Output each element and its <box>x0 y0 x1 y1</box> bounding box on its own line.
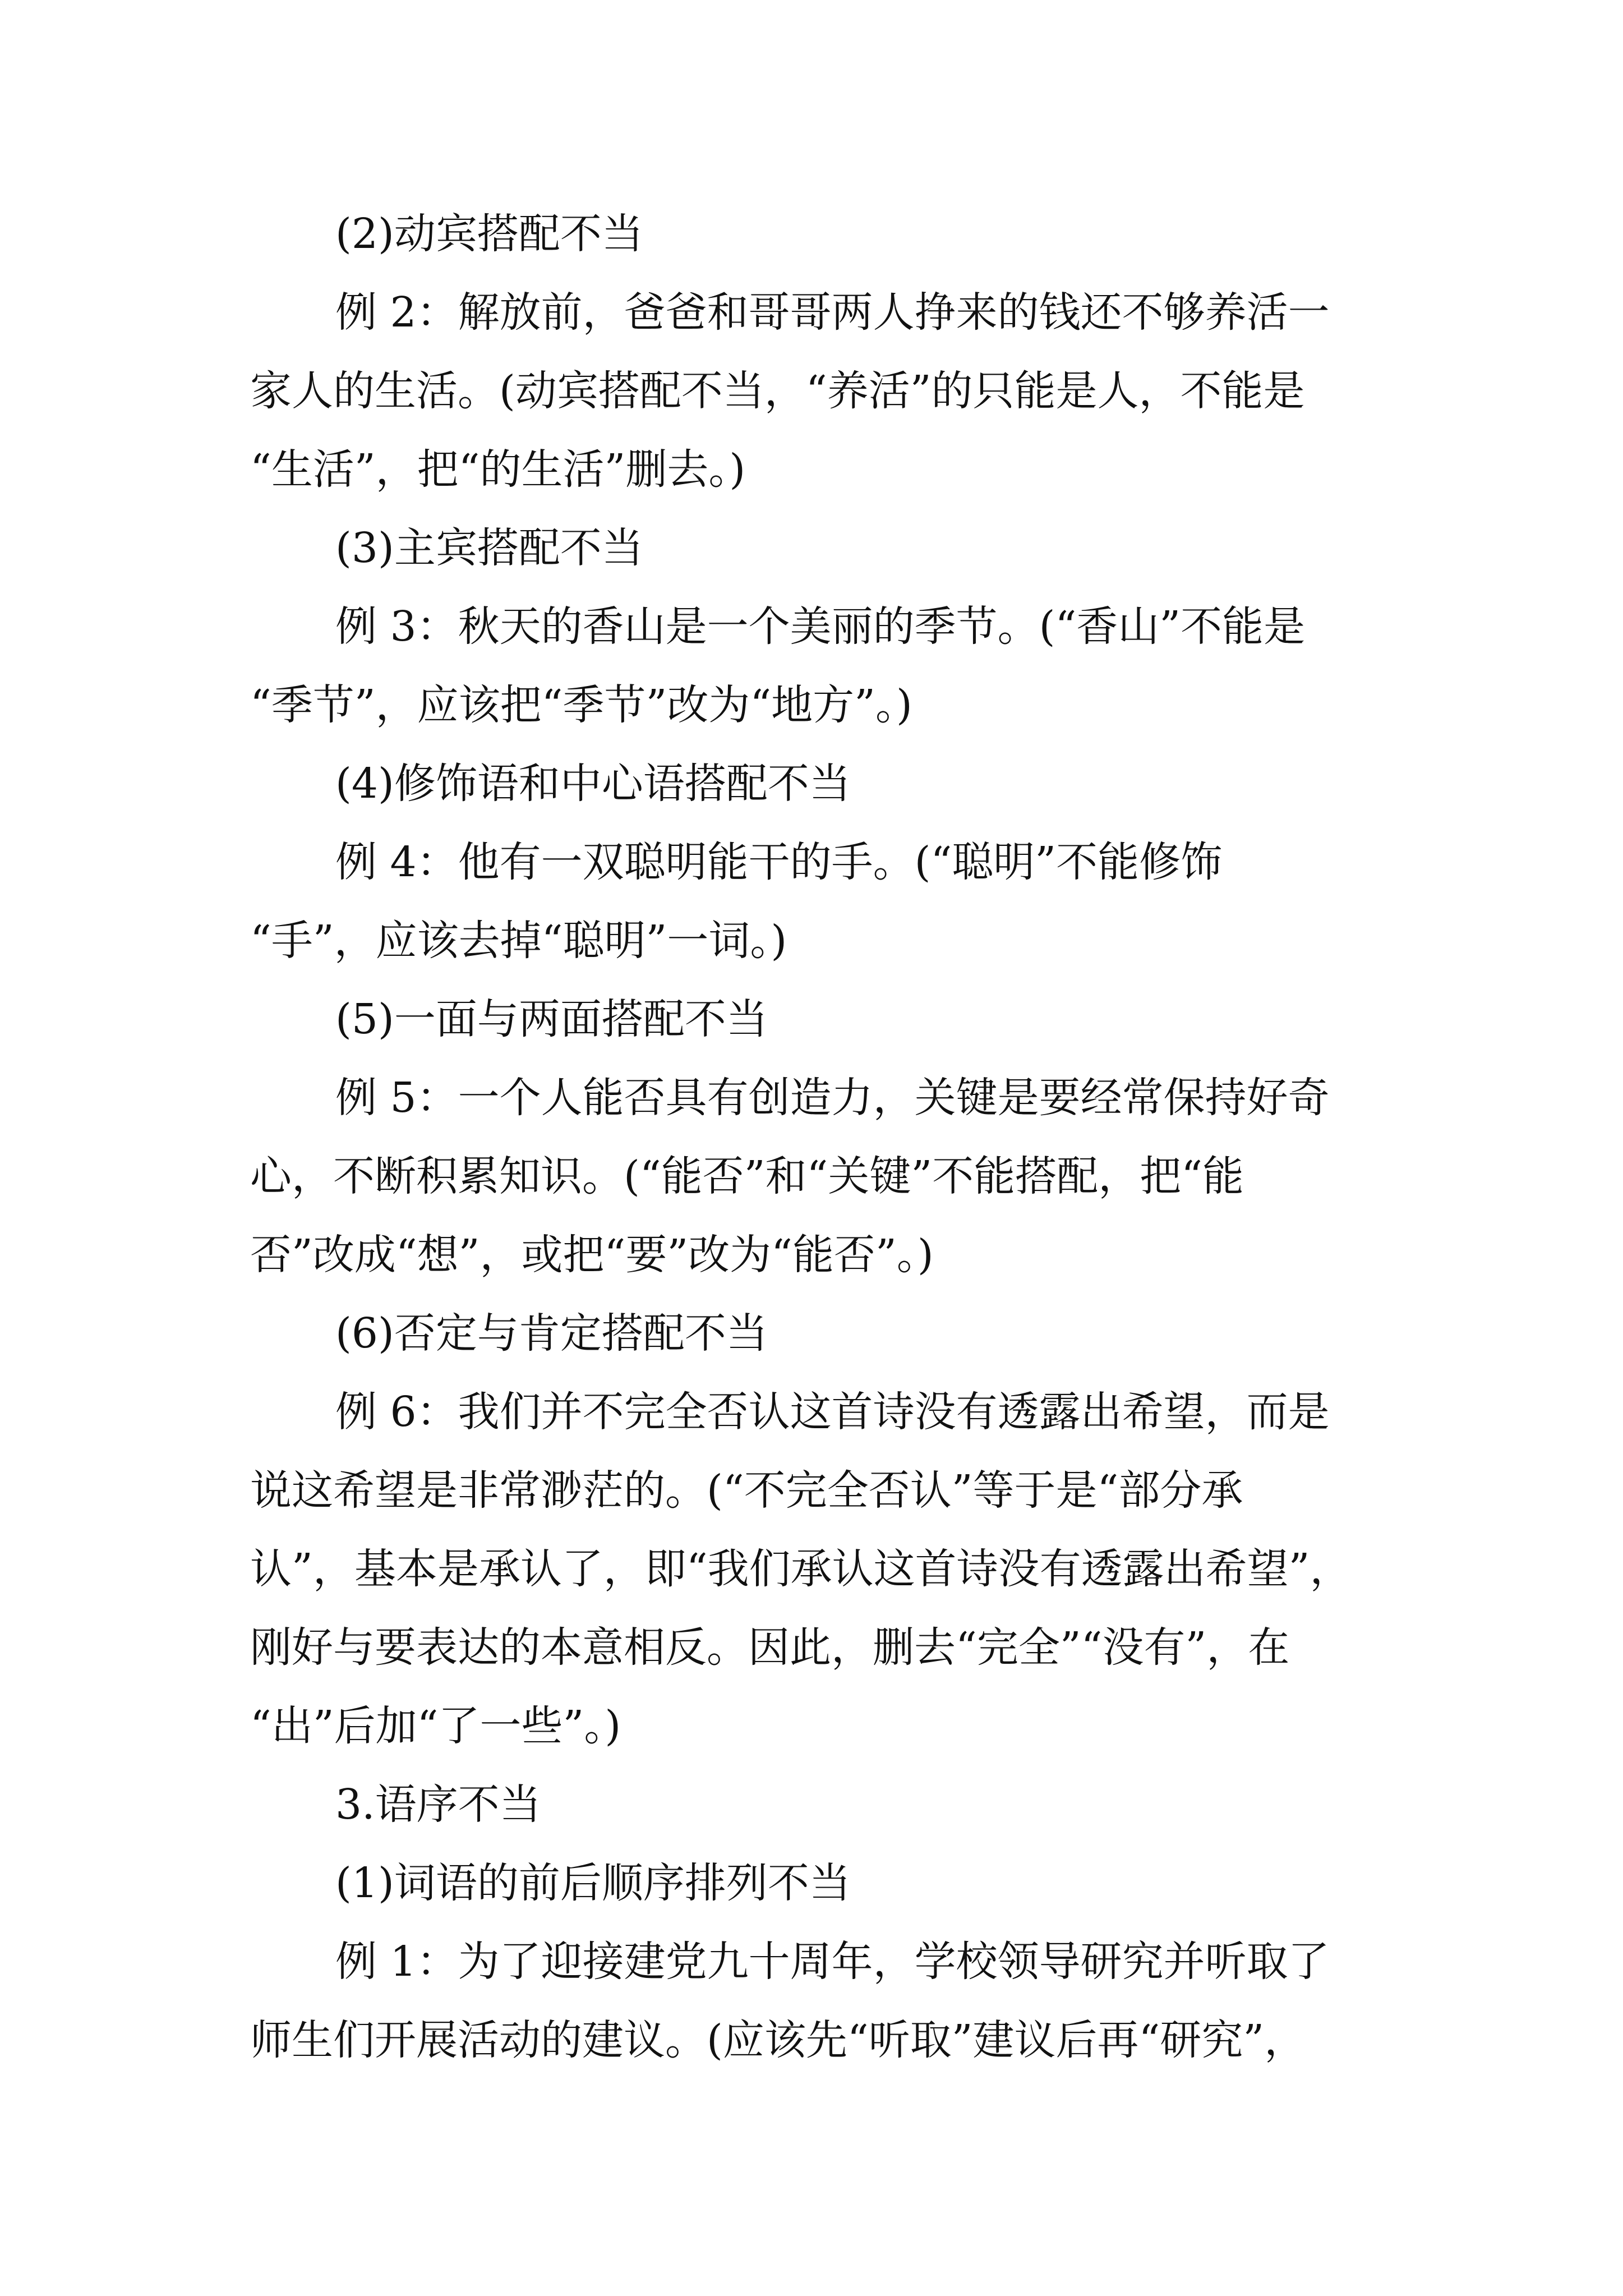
subheading-word-sequence: (1)词语的前后顺序排列不当 <box>335 1859 851 1907</box>
example-4-line-1: 例 4：他有一双聪明能干的手。(“聪明”不能修饰 <box>335 838 1223 886</box>
example-5-line-1: 例 5：一个人能否具有创造力，关键是要经常保持好奇 <box>335 1074 1330 1122</box>
example-1-line-2: 师生们开展活动的建议。(应该先“听取”建议后再“研究”， <box>250 2016 1306 2064</box>
example-3-line-2: “季节”，应该把“季节”改为“地方”。) <box>250 681 912 729</box>
subheading-subject-object: (3)主宾搭配不当 <box>335 524 643 572</box>
example-2-line-3: “生活”，把“的生活”删去。) <box>250 445 746 494</box>
example-2-line-1: 例 2：解放前，爸爸和哥哥两人挣来的钱还不够养活一 <box>335 288 1330 337</box>
example-6-line-3: 认”，基本是承认了，即“我们承认这首诗没有透露出希望”， <box>250 1545 1352 1593</box>
example-3-line-1: 例 3：秋天的香山是一个美丽的季节。(“香山”不能是 <box>335 602 1306 651</box>
example-5-line-2: 心，不断积累知识。(“能否”和“关键”不能搭配，把“能 <box>250 1152 1244 1200</box>
example-2-line-2: 家人的生活。(动宾搭配不当，“养活”的只能是人，不能是 <box>250 367 1305 415</box>
subheading-verb-object: (2)动宾搭配不当 <box>335 210 643 258</box>
example-4-line-2: “手”，应该去掉“聪明”一词。) <box>250 917 787 965</box>
example-6-line-2: 说这希望是非常渺茫的。(“不完全否认”等于是“部分承 <box>250 1466 1243 1515</box>
subheading-modifier-head: (4)修饰语和中心语搭配不当 <box>335 760 851 808</box>
example-6-line-5: “出”后加“了一些”。) <box>250 1702 621 1750</box>
section-heading-word-order: 3.语序不当 <box>335 1780 541 1829</box>
example-1-line-1: 例 1：为了迎接建党九十周年，学校领导研究并听取了 <box>335 1938 1330 1986</box>
subheading-one-vs-two-sides: (5)一面与两面搭配不当 <box>335 995 768 1043</box>
example-6-line-1: 例 6：我们并不完全否认这首诗没有透露出希望，而是 <box>335 1388 1330 1436</box>
subheading-negation-affirmation: (6)否定与肯定搭配不当 <box>335 1309 768 1358</box>
example-6-line-4: 刚好与要表达的本意相反。因此，删去“完全”“没有”，在 <box>250 1623 1290 1672</box>
example-5-line-3: 否”改成“想”，或把“要”改为“能否”。) <box>250 1231 934 1279</box>
